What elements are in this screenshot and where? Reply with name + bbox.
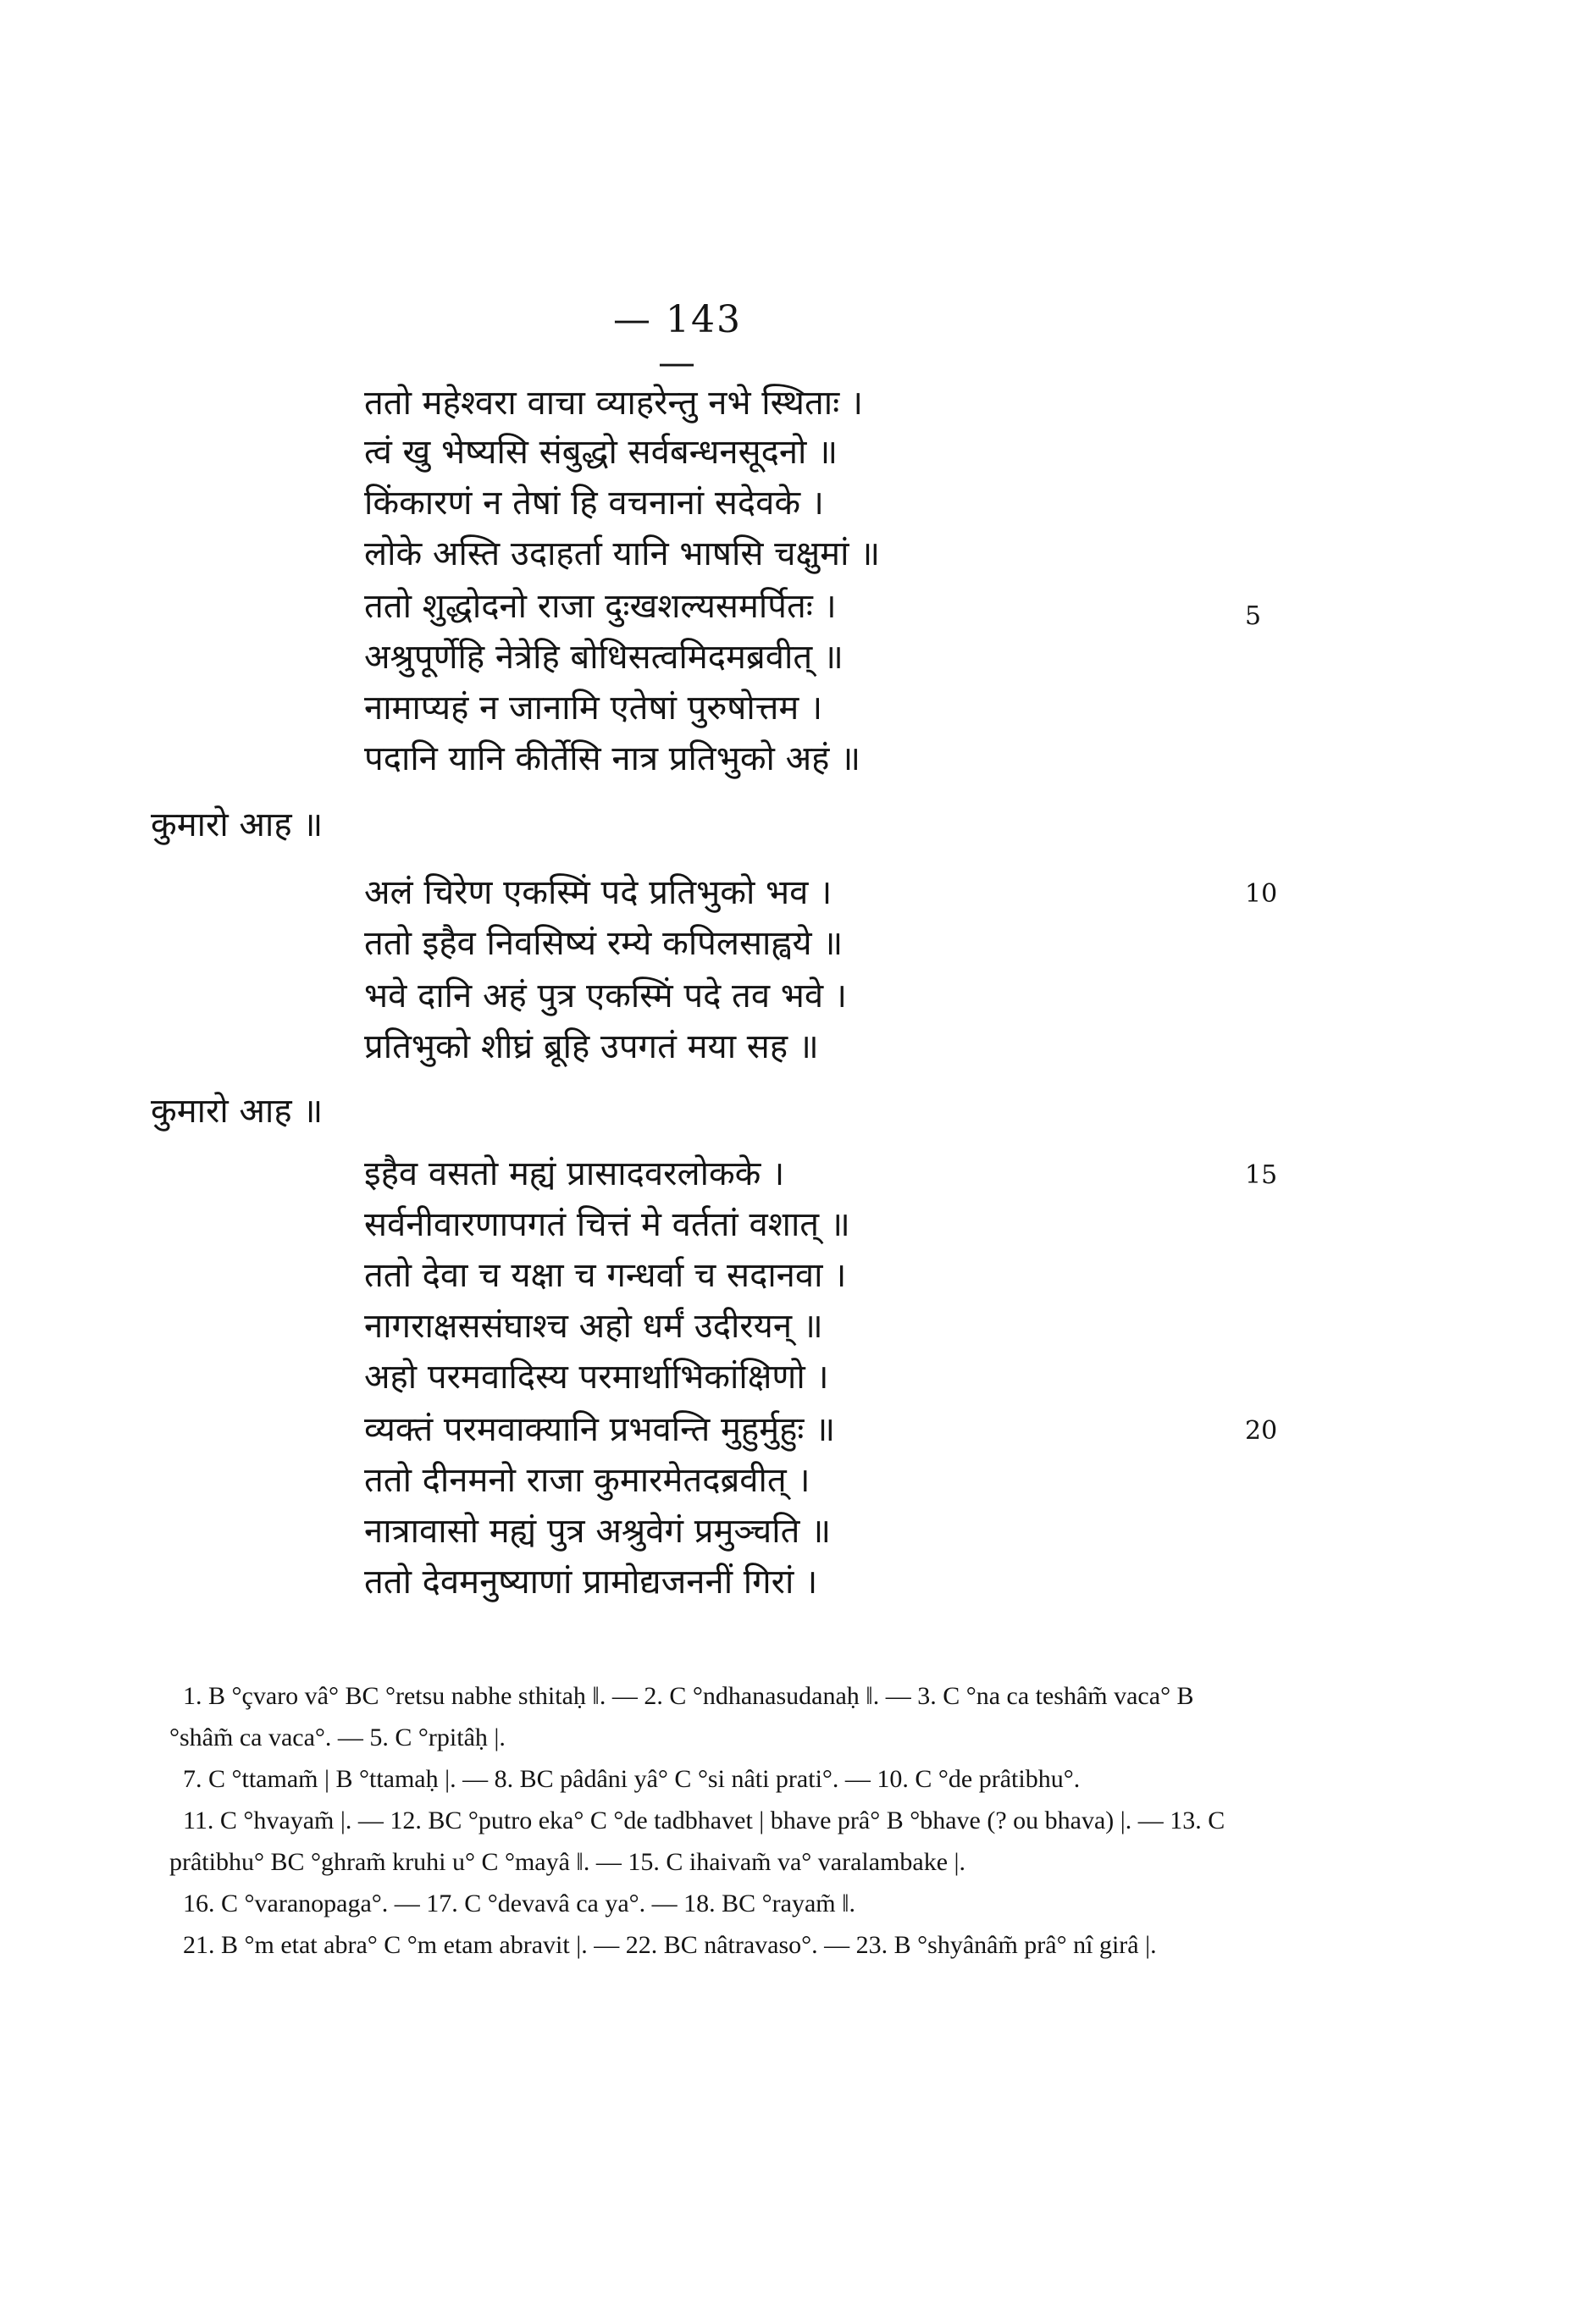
speaker-label: कुमारो आह ॥	[151, 1092, 324, 1131]
line-number: 15	[1245, 1160, 1278, 1190]
verse-line-10: ततो इहैव निवसिष्यं रम्ये कपिलसाह्वये ॥	[364, 924, 844, 963]
line-number: 10	[1245, 879, 1278, 909]
verse-line-16: नागराक्षससंघाश्च अहो धर्मं उदीरयन् ॥	[364, 1307, 823, 1346]
footnote: 1. B °çvaro vâ° BC °retsu nabhe sthitaḥ ‖. — 2. C °ndhanasudanaḥ ‖. — 3. C °na ca teshâm̃ vaca° B °shâm̃ ca vaca°. — 5. C °rpitâḥ |.	[169, 1682, 1194, 1751]
verse-line-17: अहो परमवादिस्य परमार्थाभिकांक्षिणो ।	[364, 1358, 829, 1397]
verse-line-12: प्रतिभुको शीघ्रं ब्रूहि उपगतं मया सह ॥	[364, 1027, 819, 1066]
verse-line-7: नामाप्यहं न जानामि एतेषां पुरुषोत्तम ।	[364, 689, 823, 728]
line-number: 5	[1245, 601, 1262, 631]
verse-line-20: नात्रावासो मह्यं पुत्र अश्रुवेगं प्रमुञ्चति ॥	[364, 1512, 832, 1551]
footnote: 7. C °ttamam̃ | B °ttamaḥ |. — 8. BC pâdâni yâ° C °si nâti prati°. — 10. C °de prâtibhu°.	[183, 1765, 1081, 1793]
verse-line-8: पदानि यानि कीर्तेसि नात्र प्रतिभुको अहं ॥	[364, 739, 861, 778]
verse-line-5: ततो शुद्धोदनो राजा दुःखशल्यसमर्पितः ।	[364, 587, 837, 626]
footnote: 16. C °varanopaga°. — 17. C °devavâ ca ya°. — 18. BC °rayam̃ ‖.	[183, 1890, 856, 1917]
line-number: 20	[1245, 1416, 1278, 1446]
verse-line-9: अलं चिरेण एकस्मिं पदे प्रतिभुको भव ।	[364, 873, 833, 912]
footnote: 11. C °hvayam̃ |. — 12. BC °putro eka° C °de tadbhavet | bhave prâ° B °bhave (? ou bhava) |. — 13. C prâtibhu° BC °ghram̃ kruhi u° C °mayâ ‖. — 15. C ihaivam̃ va° varalambake |.	[169, 1807, 1225, 1876]
verse-line-4: लोके अस्ति उदाहर्ता यानि भाषसि चक्षुमां ॥	[364, 534, 881, 573]
verse-line-13: इहैव वसतो मह्यं प्रासादवरलोकके ।	[364, 1154, 785, 1193]
page-number: — 143 —	[613, 298, 742, 385]
verse-line-3: किंकारणं न तेषां हि वचनानां सदेवके ।	[364, 484, 824, 523]
verse-line-18: व्यक्तं परमवाक्यानि प्रभवन्ति मुहुर्मुहुः ॥	[364, 1410, 836, 1449]
verse-line-19: ततो दीनमनो राजा कुमारमेतदब्रवीत् ।	[364, 1461, 810, 1500]
verse-line-6: अश्रुपूर्णेहि नेत्रेहि बोधिसत्वमिदमब्रवीत् ॥	[364, 638, 844, 677]
verse-line-2: त्वं खु भेष्यसि संबुद्धो सर्वबन्धनसूदनो ॥	[364, 433, 838, 472]
verse-line-1: ततो महेश्वरा वाचा व्याहरेन्तु नभे स्थिताः ।	[364, 384, 864, 423]
verse-line-14: सर्वनीवारणापगतं चित्तं मे वर्ततां वशात् ॥	[364, 1205, 850, 1244]
speaker-label: कुमारो आह ॥	[151, 805, 324, 844]
verse-line-21: ततो देवमनुष्याणां प्रामोद्यजननीं गिरां ।	[364, 1563, 818, 1602]
verse-line-11: भवे दानि अहं पुत्र एकस्मिं पदे तव भवे ।	[364, 977, 848, 1015]
footnotes	[169, 1675, 1262, 1966]
verse-line-15: ततो देवा च यक्षा च गन्धर्वा च सदानवा ।	[364, 1256, 847, 1295]
footnote: 21. B °m etat abra° C °m etam abravit |. — 22. BC nâtravaso°. — 23. B °shyânâm̃ prâ° nî girâ |.	[183, 1931, 1157, 1959]
